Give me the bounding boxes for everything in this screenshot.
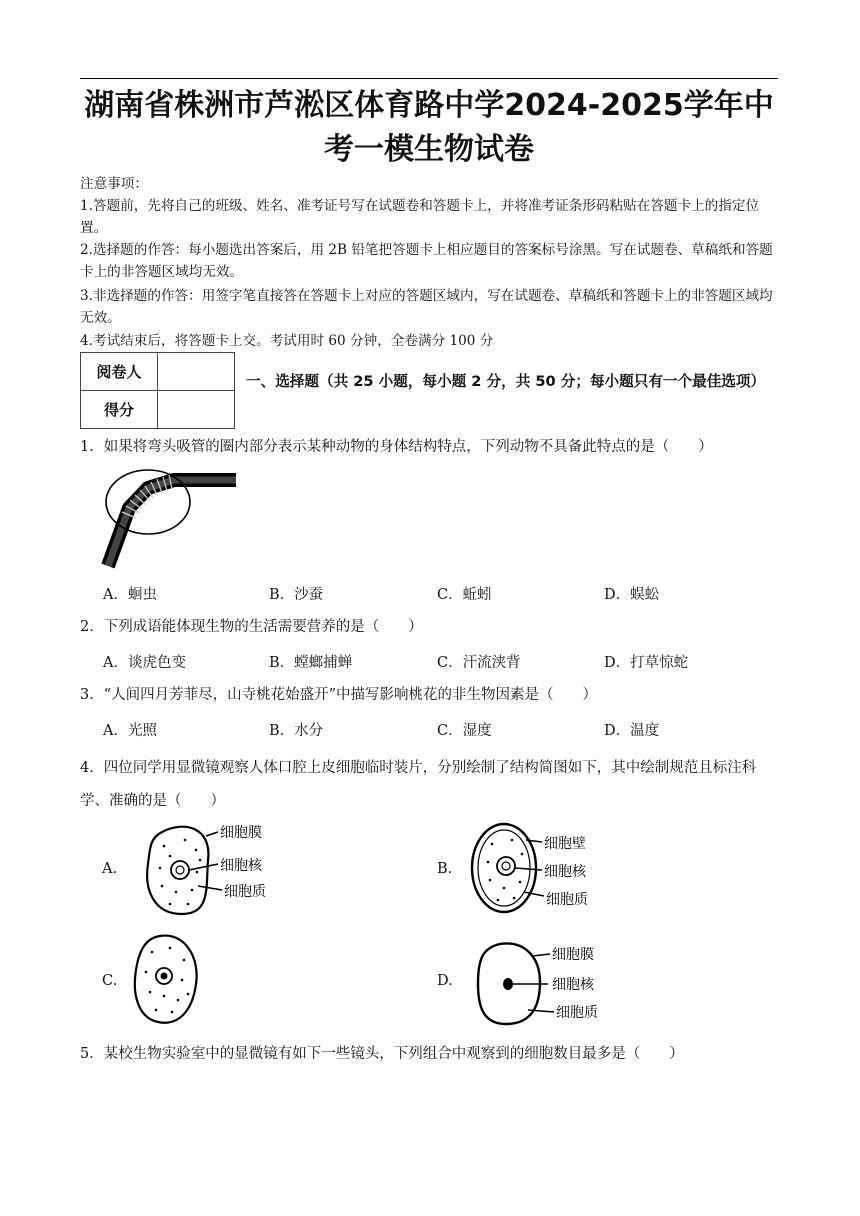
page-title: 湖南省株洲市芦淞区体育路中学2024-2025学年中 xyxy=(84,88,774,123)
question-stem: 4．四位同学用显微镜观察人体口腔上皮细胞临时装片，分别绘制了结构简图如下，其中绘制规范且标注科学、准确的是（ ） xyxy=(80,760,757,809)
question-stem: 5．某校生物实验室中的显微镜有如下一些镜头，下列组合中观察到的细胞数目最多是（ ） xyxy=(80,1046,684,1062)
score-table xyxy=(80,352,235,429)
notice-heading: 注意事项： xyxy=(80,176,148,192)
option-a[interactable]: A．谈虎色变 xyxy=(103,655,186,671)
notice-item: 3.非选择题的作答：用签字笔直接答在答题卡上对应的答题区域内，写在试题卷、草稿纸和答题卡上的非答题区域均无效。 xyxy=(80,288,773,326)
question-stem: 2．下列成语能体现生物的生活需要营养的是（ ） xyxy=(80,619,423,635)
option-a[interactable]: A．光照 xyxy=(103,723,157,739)
option-b[interactable]: B．沙蚕 xyxy=(269,587,324,603)
cell-label: 细胞膜 xyxy=(220,825,262,841)
options-row xyxy=(80,719,780,741)
option-d[interactable]: D．蜈蚣 xyxy=(604,587,660,603)
bendy-straw-figure xyxy=(96,466,242,572)
option-d[interactable]: D. xyxy=(437,973,453,989)
cell-label: 细胞质 xyxy=(546,892,588,908)
cell-label: 细胞核 xyxy=(552,977,594,993)
notice-item: 4.考试结束后，将答题卡上交。考试用时 60 分钟，全卷满分 100 分 xyxy=(80,333,494,349)
cell-label: 细胞核 xyxy=(544,864,586,880)
option-c[interactable]: C．汗流浃背 xyxy=(437,655,521,671)
option-b[interactable]: B. xyxy=(437,861,453,877)
cell-diagram-d xyxy=(470,938,620,1030)
cell-label: 细胞核 xyxy=(220,858,262,874)
cell-label: 细胞膜 xyxy=(552,947,594,963)
question-stem: 1．如果将弯头吸管的圈内部分表示某种动物的身体结构特点，下列动物不具备此特点的是（ ） xyxy=(80,439,713,455)
reviewer-field[interactable] xyxy=(158,353,235,391)
option-d[interactable]: D．温度 xyxy=(604,723,660,739)
options-row xyxy=(80,651,780,673)
option-b[interactable]: B．水分 xyxy=(269,723,324,739)
notice-item: 1.答题前，先将自己的班级、姓名、准考证号写在试题卷和答题卡上，并将准考证条形码粘贴在答题卡上的指定位置。 xyxy=(80,198,760,236)
score-label: 得分 xyxy=(81,391,158,429)
option-b[interactable]: B．螳螂捕蝉 xyxy=(269,655,353,671)
cell-label: 细胞质 xyxy=(224,884,266,900)
cell-label: 细胞壁 xyxy=(544,836,586,852)
section-heading: 一、选择题（共 25 小题，每小题 2 分，共 50 分；每小题只有一个最佳选项） xyxy=(246,373,766,390)
notice-item: 2.选择题的作答：每小题选出答案后，用 2B 铅笔把答题卡上相应题目的答案标号涂黑。写在试题卷、草稿纸和答题卡上的非答题区域均无效。 xyxy=(80,242,773,280)
option-a[interactable]: A. xyxy=(102,861,118,877)
option-c[interactable]: C. xyxy=(102,973,118,989)
page-title-line2: 考一模生物试卷 xyxy=(324,132,534,167)
option-a[interactable]: A．蛔虫 xyxy=(103,587,157,603)
option-d[interactable]: D．打草惊蛇 xyxy=(604,655,689,671)
cell-diagram-c xyxy=(130,930,210,1030)
options-row xyxy=(80,583,780,605)
question-stem: 3．“人间四月芳菲尽，山寺桃花始盛开”中描写影响桃花的非生物因素是（ ） xyxy=(80,687,598,703)
top-rule xyxy=(80,78,778,79)
option-c[interactable]: C．湿度 xyxy=(437,723,492,739)
cell-diagram-a xyxy=(140,820,280,920)
score-field[interactable] xyxy=(158,391,235,429)
cell-diagram-b xyxy=(464,818,614,918)
option-c[interactable]: C．蚯蚓 xyxy=(437,587,492,603)
cell-label: 细胞质 xyxy=(556,1005,598,1021)
reviewer-label: 阅卷人 xyxy=(81,353,158,391)
